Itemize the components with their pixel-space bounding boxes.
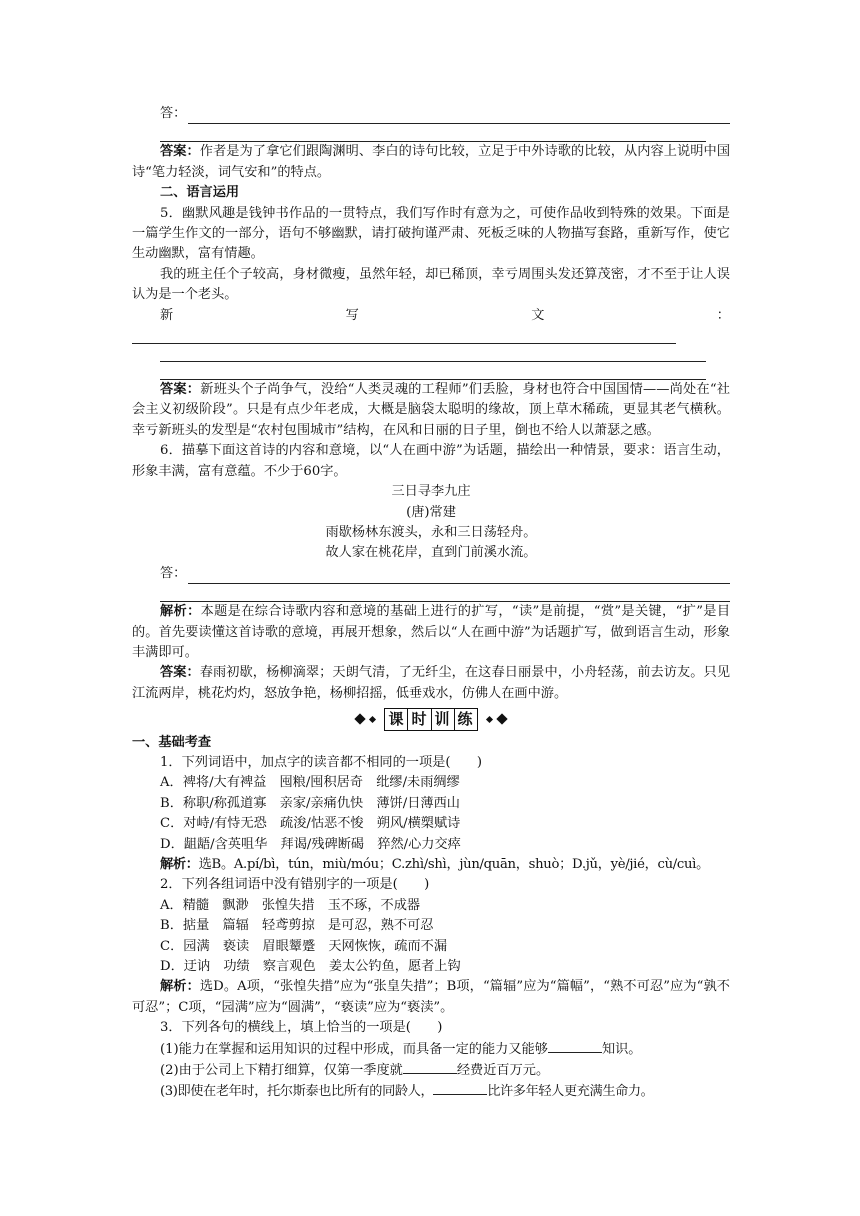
answer-prompt: 答： <box>160 106 187 121</box>
option-c: C．园满 亵读 眉眼颦蹙 天网恢恢，疏而不漏 <box>160 938 448 954</box>
option-b: B．称职/称孤道寡 亲家/亲痛仇快 薄饼/日薄西山 <box>160 795 460 811</box>
sentence-text: (1)能力在掌握和运用知识的过程中形成，而具备一定的能力又能够 <box>160 1041 548 1057</box>
fill-blank[interactable] <box>433 1081 487 1095</box>
analysis-text: 选B。A.pí/bì，tún，miù/móu；C.zhì/shì，jùn/quān，shuò；D.jǔ，yè/jié，cù/cuì。 <box>198 857 709 872</box>
rewrite-blank-2 <box>160 344 706 362</box>
analysis-2 <box>132 977 730 1018</box>
sentence-text: 知识。 <box>601 1041 642 1057</box>
analysis-label: 解析： <box>160 604 201 620</box>
answer-text: 作者是为了拿它们跟陶渊明、李白的诗句比较，立足于中外诗歌的比较，从内容上说明中国诗“笔力轻淡，词气安和”的特点。 <box>132 144 731 180</box>
question-5: 5．幽默风趣是钱钟书作品的一贯特点，我们写作时有意为之，可使作品收到特殊的效果。下面是一篇学生作文的一部分，语句不够幽默，请打破拘谨严肃、死板乏味的人物描写套路，重新写作，使它生动幽默，富有情趣。 <box>132 205 730 262</box>
rewrite-label-char: ： <box>716 307 730 323</box>
option-b: B．掂量 篇辐 轻鸢剪掠 是可忍，熟不可忍 <box>160 918 434 934</box>
question-1: 1．下列词语中，加点字的读音都不相同的一项是( ) <box>160 754 482 770</box>
analysis-1 <box>132 855 730 875</box>
analysis-label: 解析： <box>160 979 200 995</box>
answer-line-q6 <box>132 564 730 584</box>
answer-blank <box>188 568 730 584</box>
banner-char: 课 <box>388 710 405 729</box>
question-3-sentence-2 <box>132 1060 730 1081</box>
sentence-text: 比许多年轻人更充满生命力。 <box>487 1084 654 1100</box>
answer-prompt: 答： <box>160 565 187 581</box>
sentence-text: (2)由于公司上下精打细算，仅第一季度就 <box>160 1063 403 1079</box>
analysis-text: 本题是在综合诗歌内容和意境的基础上进行的扩写，“读”是前提，“赏”是关键，“扩”是目的。首先要读懂这首诗歌的意境，再展开想象，然后以“人在画中游”为话题扩写，做到语言生动，形象丰满即可。 <box>132 604 731 660</box>
banner-char: 时 <box>407 709 430 729</box>
answer-blank-2 <box>160 584 730 602</box>
option-a: A．裨将/大有裨益 囤粮/囤积居奇 纰缪/未雨绸缪 <box>160 775 460 791</box>
question-5-passage: 我的班主任个子较高，身材微瘦，虽然年轻，却已稀顶，幸亏周围头发还算茂密，才不至于让人误认为是一个老头。 <box>132 266 730 303</box>
section-title-basic: 一、基础考查 <box>132 734 212 750</box>
sentence-text: 经费近百万元。 <box>456 1063 550 1079</box>
banner-title <box>384 708 477 730</box>
fill-blank[interactable] <box>403 1060 457 1074</box>
answer-5 <box>132 380 730 441</box>
diamond-icon <box>355 714 366 725</box>
rewrite-label-char: 写 <box>345 307 359 323</box>
diamond-icon <box>485 716 492 723</box>
option-d: D．龃龉/含英咀华 拜谒/残碑断碣 猝然/心力交瘁 <box>160 836 461 852</box>
poem-author: (唐)常建 <box>406 504 456 520</box>
page-content <box>132 104 730 1103</box>
answer-text: 春雨初歇，杨柳滴翠；天朗气清，了无纤尘，在这春日丽景中，小舟轻荡，前去访友。只见江流两岸，桃花灼灼，怒放争艳，杨柳招摇，低垂戏水，仿佛人在画中游。 <box>132 665 731 701</box>
question-6: 6．描摹下面这首诗的内容和意境，以“人在画中游”为话题，描绘出一种情景，要求：语言生动，形象丰满，富有意蕴。不少于60字。 <box>132 443 730 479</box>
section-title-language: 二、语言运用 <box>160 185 240 201</box>
option-d: D．迂讷 功绩 察言观色 姜太公钓鱼，愿者上钩 <box>160 959 461 975</box>
poem-line: 雨歇杨林东渡头，永和三日荡轻舟。 <box>325 524 537 540</box>
question-3-sentence-1 <box>132 1039 730 1060</box>
rewrite-blank-1 <box>132 326 676 344</box>
answer-blank-2 <box>160 124 706 142</box>
banner-char: 训 <box>431 709 454 729</box>
analysis-6 <box>132 602 730 663</box>
rewrite-label-char: 文 <box>531 307 545 323</box>
answer-4 <box>132 142 730 183</box>
analysis-text: 选D。A项，“张惶失措”应为“张皇失措”；B项，“篇辐”应为“篇幅”，“熟不可忍”应为“孰不可忍”；C项，“园满”应为“圆满”，“亵读”应为“亵渎”。 <box>132 979 730 1015</box>
rewrite-label-row <box>132 306 730 326</box>
rewrite-label-char: 新 <box>160 307 174 323</box>
answer-label: 答案： <box>160 382 201 398</box>
answer-label: 答案： <box>160 665 200 681</box>
answer-blank <box>188 108 730 124</box>
answer-text: 新班头个子尚争气，没给“人类灵魂的工程师”们丢脸，身材也符合中国国情——尚处在“社会主义初级阶段”。只是有点少年老成，大概是脑袋太聪明的缘故，顶上草木稀疏，更显其老气横秋。幸亏新班头的发型是“农村包围城市”结构，在风和日丽的日子里，倒也不给人以萧瑟之感。 <box>132 382 730 438</box>
fill-blank[interactable] <box>548 1039 602 1053</box>
option-a: A．精髓 飘渺 张惶失措 玉不琢，不成器 <box>160 897 421 913</box>
diamond-icon <box>496 714 507 725</box>
question-3: 3．下列各句的横线上，填上恰当的一项是( ) <box>160 1020 443 1036</box>
sentence-text: (3)即使在老年时，托尔斯泰也比所有的同龄人， <box>160 1084 434 1100</box>
rewrite-blank-3 <box>160 362 706 380</box>
answer-label: 答案： <box>160 144 200 160</box>
question-3-sentence-3 <box>132 1081 730 1102</box>
banner-char: 练 <box>454 709 477 729</box>
poem-line: 故人家在桃花岸，直到门前溪水流。 <box>325 545 537 561</box>
option-c: C．对峙/有恃无恐 疏浚/怙恶不悛 朔风/横槊赋诗 <box>160 816 461 832</box>
question-2: 2．下列各组词语中没有错别字的一项是( ) <box>160 877 430 893</box>
section-banner <box>132 708 730 730</box>
poem-title: 三日寻李九庄 <box>391 484 471 500</box>
diamond-icon <box>369 716 376 723</box>
answer-6 <box>132 663 730 704</box>
analysis-label: 解析： <box>160 857 199 872</box>
answer-line-q4 <box>132 104 730 124</box>
